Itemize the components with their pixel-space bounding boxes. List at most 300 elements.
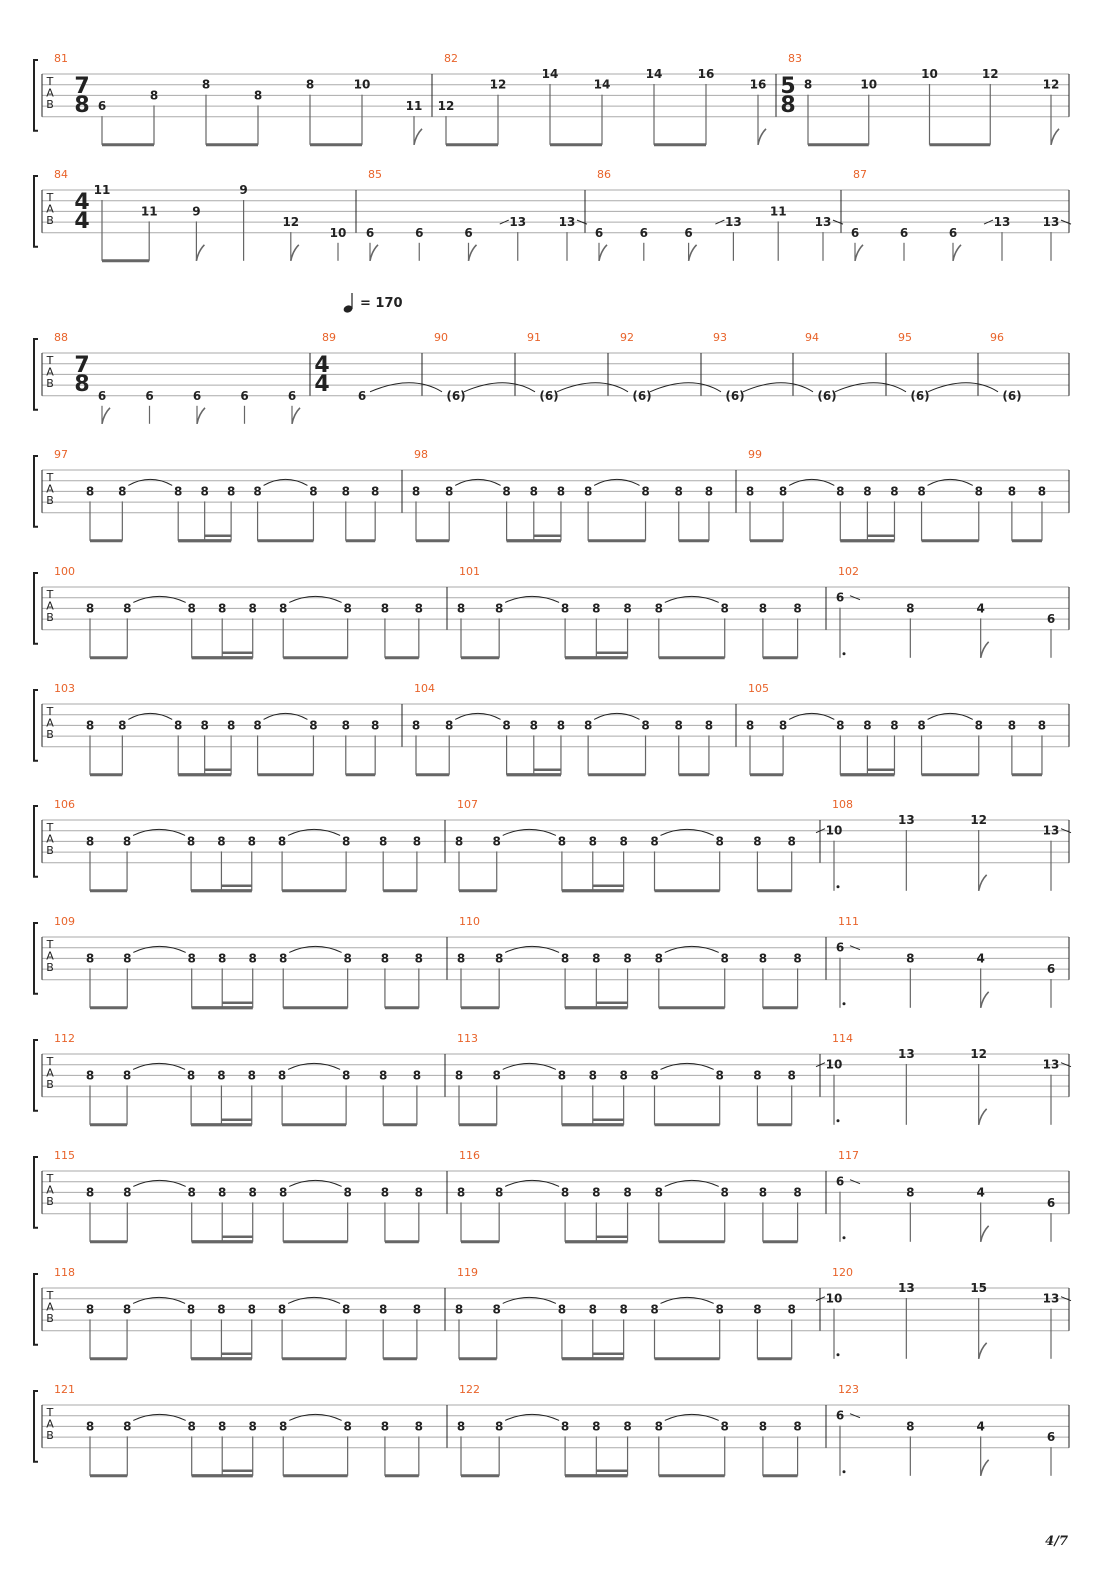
measure-number: 111 — [838, 915, 859, 928]
fret-number: 6 — [835, 1408, 845, 1423]
tempo-marking: = 170 — [360, 296, 403, 311]
fret-number: 8 — [654, 1419, 663, 1434]
fret-number: 8 — [592, 601, 601, 616]
fret-number: 8 — [343, 951, 352, 966]
fret-number: 8 — [279, 951, 288, 966]
fret-number: 8 — [583, 484, 593, 499]
measure-number: 87 — [853, 168, 867, 181]
time-signature-top: 5 — [780, 74, 796, 99]
measure-number: 96 — [990, 331, 1004, 344]
fret-number: 8 — [411, 484, 421, 499]
note-flag — [291, 245, 299, 261]
note-flag — [599, 245, 607, 261]
dot — [843, 652, 846, 655]
fret-number: 8 — [248, 951, 257, 966]
measure-number: 113 — [457, 1032, 478, 1045]
fret-number: 12 — [437, 99, 455, 114]
fret-number: 8 — [379, 1302, 388, 1317]
fret-number: 8 — [787, 1302, 796, 1317]
fret-number: 8 — [557, 1068, 567, 1083]
fret-number: 13 — [993, 215, 1011, 230]
fret-number: 8 — [201, 77, 211, 92]
measure-number: 119 — [457, 1266, 478, 1279]
fret-number: 8 — [253, 484, 262, 499]
fret-number: 13 — [1042, 1057, 1060, 1072]
fret-number: 8 — [654, 601, 663, 616]
fret-number: 8 — [592, 1419, 601, 1434]
fret-number: 10 — [921, 67, 938, 81]
fret-number: 6 — [287, 388, 297, 403]
measure-number: 90 — [434, 331, 448, 344]
fret-number: 8 — [456, 1419, 466, 1434]
time-signature-bottom: 8 — [74, 93, 90, 118]
tie — [370, 383, 442, 392]
system-bracket — [34, 923, 38, 994]
tab-clef-letter: B — [46, 1312, 54, 1325]
fret-number: 8 — [863, 718, 872, 733]
fret-number: 8 — [1037, 718, 1047, 733]
tie — [464, 383, 535, 392]
dot — [837, 1353, 840, 1356]
fret-number: 8 — [674, 484, 683, 499]
fret-number: 8 — [218, 951, 227, 966]
fret-number: 8 — [218, 1185, 227, 1200]
tab-clef-letter: A — [46, 1300, 54, 1314]
time-signature-bottom: 8 — [74, 372, 90, 397]
fret-number: 8 — [277, 1068, 287, 1083]
fret-number: 8 — [650, 834, 659, 849]
fret-number: 8 — [187, 951, 196, 966]
fret-number: 8 — [836, 718, 845, 733]
system-bracket — [34, 1157, 38, 1228]
fret-number: 8 — [793, 951, 802, 966]
fret-number: 8 — [85, 718, 95, 733]
fret-number: 11 — [769, 204, 787, 219]
measure-number: 122 — [459, 1383, 480, 1396]
fret-number: 8 — [556, 718, 566, 733]
fret-number: 8 — [200, 484, 209, 499]
fret-number: 8 — [343, 601, 352, 616]
fret-number: 8 — [492, 834, 501, 849]
fret-number: 8 — [494, 951, 504, 966]
fret-number: 10 — [353, 77, 371, 92]
fret-number: 8 — [753, 834, 762, 849]
fret-number: 8 — [123, 601, 132, 616]
fret-number: 8 — [583, 718, 593, 733]
fret-number: 13 — [1042, 823, 1060, 838]
page-number: 4/7 — [1045, 1534, 1068, 1549]
fret-number: 8 — [456, 951, 466, 966]
time-signature-top: 4 — [74, 190, 90, 215]
fret-number: 8 — [836, 484, 845, 499]
fret-number: 4 — [976, 601, 985, 616]
fret-number: 8 — [226, 718, 236, 733]
fret-number: 8 — [753, 1302, 762, 1317]
time-signature-top: 7 — [74, 353, 90, 378]
fret-number: 11 — [405, 99, 423, 114]
fret-number: 8 — [85, 1302, 95, 1317]
note-flag — [979, 1343, 987, 1359]
fret-number: 8 — [305, 77, 315, 92]
fret-number: 6 — [1046, 1196, 1056, 1211]
fret-number: (6) — [725, 388, 745, 403]
fret-number: 6 — [97, 388, 107, 403]
fret-number: 8 — [412, 1068, 422, 1083]
fret-number: 8 — [890, 484, 899, 499]
measure-number: 110 — [459, 915, 480, 928]
tab-clef-letter: B — [46, 728, 54, 741]
fret-number: 8 — [745, 484, 755, 499]
fret-number: (6) — [539, 388, 559, 403]
tab-clef-letter: B — [46, 98, 54, 111]
fret-number: 8 — [186, 834, 196, 849]
tab-clef-letter: A — [46, 86, 54, 100]
fret-number: 8 — [588, 1068, 597, 1083]
fret-number: 4 — [976, 951, 985, 966]
fret-number: 8 — [247, 1068, 256, 1083]
fret-number: 8 — [122, 834, 132, 849]
dot — [837, 1119, 840, 1122]
fret-number: 8 — [619, 1068, 628, 1083]
fret-number: 8 — [341, 834, 351, 849]
fret-number: (6) — [910, 388, 930, 403]
dot — [843, 1236, 846, 1239]
fret-number: 8 — [174, 484, 183, 499]
fret-number: 8 — [226, 484, 236, 499]
note-flag — [196, 245, 204, 261]
fret-number: 12 — [282, 215, 300, 230]
fret-number: 8 — [309, 718, 318, 733]
fret-number: 8 — [917, 484, 926, 499]
note-flag — [981, 992, 989, 1008]
tab-clef-letter: B — [46, 494, 54, 507]
fret-number: 8 — [674, 718, 683, 733]
fret-number: 6 — [835, 1174, 845, 1189]
fret-number: 8 — [454, 1302, 464, 1317]
tab-clef-letter: T — [46, 938, 54, 951]
fret-number: 8 — [654, 1185, 663, 1200]
measure-number: 97 — [54, 448, 68, 461]
fret-number: (6) — [1002, 388, 1022, 403]
fret-number: 8 — [341, 1302, 351, 1317]
fret-number: 8 — [412, 1302, 422, 1317]
fret-number: 8 — [623, 601, 632, 616]
fret-number: 6 — [192, 388, 202, 403]
fret-number: 8 — [218, 601, 227, 616]
fret-number: 8 — [454, 1068, 464, 1083]
fret-number: 8 — [720, 1419, 729, 1434]
tab-clef-letter: B — [46, 844, 54, 857]
fret-number: 8 — [186, 1302, 196, 1317]
fret-number: 8 — [758, 951, 768, 966]
fret-number: 8 — [556, 484, 566, 499]
fret-number: 13 — [725, 215, 742, 230]
fret-number: 8 — [371, 718, 380, 733]
fret-number: 8 — [529, 484, 538, 499]
system-bracket — [34, 806, 38, 877]
fret-number: 8 — [758, 1419, 768, 1434]
fret-number: 8 — [174, 718, 183, 733]
fret-number: 13 — [1042, 1291, 1060, 1306]
system-bracket — [34, 456, 38, 527]
measure-number: 120 — [832, 1266, 853, 1279]
fret-number: 4 — [976, 1185, 985, 1200]
fret-number: 8 — [592, 1185, 601, 1200]
fret-number: 8 — [253, 718, 262, 733]
fret-number: (6) — [446, 388, 466, 403]
measure-number: 104 — [414, 682, 435, 695]
fret-number: 8 — [414, 601, 424, 616]
system-bracket — [34, 60, 38, 131]
fret-number: 8 — [1037, 484, 1047, 499]
fret-number: 6 — [684, 225, 693, 240]
measure-number: 115 — [54, 1149, 75, 1162]
measure-number: 83 — [788, 52, 802, 65]
fret-number: 8 — [371, 484, 380, 499]
fret-number: 8 — [560, 951, 570, 966]
fret-number: 8 — [341, 484, 350, 499]
fret-number: 6 — [1046, 1430, 1056, 1445]
fret-number: 6 — [899, 225, 909, 240]
fret-number: 6 — [1046, 962, 1056, 977]
fret-number: 8 — [187, 601, 196, 616]
measure-number: 116 — [459, 1149, 480, 1162]
tab-clef-letter: A — [46, 482, 54, 496]
fret-number: 12 — [981, 67, 999, 81]
tab-clef-letter: B — [46, 1429, 54, 1442]
fret-number: 8 — [279, 1185, 288, 1200]
fret-number: 8 — [247, 834, 256, 849]
fret-number: 8 — [758, 601, 768, 616]
fret-number: 10 — [860, 77, 878, 92]
note-flag — [414, 129, 422, 145]
fret-number: 8 — [654, 951, 663, 966]
fret-number: 13 — [897, 1047, 915, 1061]
fret-number: 8 — [494, 1185, 504, 1200]
note-flag — [197, 408, 205, 424]
fret-number: 8 — [456, 1185, 466, 1200]
measure-number: 102 — [838, 565, 859, 578]
tab-clef-letter: A — [46, 832, 54, 846]
fret-number: 8 — [85, 484, 95, 499]
fret-number: 8 — [248, 1185, 257, 1200]
note-flag — [1051, 129, 1059, 145]
tie — [650, 383, 721, 392]
tie — [928, 383, 998, 392]
dot — [843, 1002, 846, 1005]
measure-number: 108 — [832, 798, 853, 811]
measure-number: 94 — [805, 331, 819, 344]
fret-number: 10 — [825, 1057, 843, 1072]
tab-clef-letter: A — [46, 1183, 54, 1197]
measure-number: 93 — [713, 331, 727, 344]
fret-number: 8 — [715, 834, 724, 849]
fret-number: 6 — [365, 225, 375, 240]
fret-number: 6 — [835, 590, 845, 605]
fret-number: 8 — [793, 1185, 802, 1200]
measure-number: 91 — [527, 331, 541, 344]
fret-number: 4 — [976, 1419, 985, 1434]
fret-number: 8 — [85, 1419, 95, 1434]
measure-number: 114 — [832, 1032, 853, 1045]
measure-number: 101 — [459, 565, 480, 578]
fret-number: 8 — [557, 1302, 567, 1317]
fret-number: 8 — [650, 1302, 659, 1317]
measure-number: 88 — [54, 331, 68, 344]
fret-number: 6 — [594, 225, 604, 240]
note-flag — [758, 129, 766, 145]
fret-number: 8 — [85, 834, 95, 849]
fret-number: 8 — [414, 1419, 424, 1434]
fret-number: 6 — [97, 99, 107, 114]
fret-number: 9 — [239, 183, 248, 197]
system-bracket — [34, 1040, 38, 1111]
fret-number: 8 — [247, 1302, 256, 1317]
note-flag — [981, 1226, 989, 1242]
fret-number: 14 — [541, 67, 559, 81]
tab-clef-letter: A — [46, 1066, 54, 1080]
fret-number: 8 — [118, 718, 127, 733]
measure-number: 89 — [322, 331, 336, 344]
measure-number: 99 — [748, 448, 762, 461]
time-signature-top: 4 — [314, 353, 330, 378]
fret-number: 8 — [906, 1185, 915, 1200]
fret-number: 8 — [529, 718, 538, 733]
fret-number: 10 — [825, 1291, 843, 1306]
fret-number: 14 — [645, 67, 663, 81]
tab-clef-letter: B — [46, 377, 54, 390]
note-flag — [979, 1109, 987, 1125]
fret-number: 8 — [456, 601, 466, 616]
fret-number: 8 — [277, 1302, 287, 1317]
fret-number: 8 — [492, 1302, 501, 1317]
note-flag — [689, 245, 697, 261]
fret-number: 10 — [329, 225, 347, 240]
measure-number: 95 — [898, 331, 912, 344]
fret-number: 8 — [778, 484, 788, 499]
fret-number: 8 — [787, 834, 796, 849]
fret-number: 10 — [825, 823, 843, 838]
fret-number: 6 — [850, 225, 860, 240]
fret-number: 13 — [814, 215, 832, 230]
fret-number: 8 — [787, 1068, 796, 1083]
fret-number: 8 — [641, 484, 650, 499]
fret-number: 8 — [411, 718, 421, 733]
fret-number: 16 — [697, 67, 715, 81]
fret-number: 13 — [897, 813, 915, 827]
note-flag — [855, 245, 863, 261]
measure-number: 118 — [54, 1266, 75, 1279]
fret-number: 8 — [454, 834, 464, 849]
measure-number: 92 — [620, 331, 634, 344]
fret-number: 8 — [149, 88, 159, 103]
time-signature-top: 7 — [74, 74, 90, 99]
fret-number: 8 — [778, 718, 788, 733]
fret-number: 8 — [248, 601, 257, 616]
fret-number: 8 — [200, 718, 209, 733]
fret-number: 11 — [140, 204, 158, 219]
fret-number: 8 — [619, 1302, 628, 1317]
fret-number: 8 — [217, 1302, 226, 1317]
fret-number: 8 — [380, 951, 390, 966]
fret-number: 8 — [906, 1419, 915, 1434]
measure-number: 82 — [444, 52, 458, 65]
fret-number: 8 — [502, 484, 511, 499]
fret-number: 6 — [240, 388, 249, 403]
fret-number: 8 — [650, 1068, 659, 1083]
tie — [835, 383, 906, 392]
fret-number: 8 — [494, 1419, 504, 1434]
measure-number: 123 — [838, 1383, 859, 1396]
fret-number: 8 — [309, 484, 318, 499]
fret-number: 8 — [445, 484, 454, 499]
fret-number: 8 — [414, 951, 424, 966]
system-bracket — [34, 690, 38, 761]
fret-number: 8 — [380, 1185, 390, 1200]
fret-number: 12 — [1042, 77, 1060, 92]
fret-number: 8 — [793, 1419, 802, 1434]
fret-number: 8 — [253, 88, 263, 103]
measure-number: 98 — [414, 448, 428, 461]
tab-clef-letter: A — [46, 949, 54, 963]
fret-number: 8 — [187, 1185, 196, 1200]
fret-number: 8 — [85, 601, 95, 616]
system-bracket — [34, 573, 38, 644]
fret-number: 13 — [509, 215, 527, 230]
fret-number: 8 — [758, 1185, 768, 1200]
fret-number: 8 — [704, 718, 714, 733]
fret-number: 8 — [753, 1068, 762, 1083]
fret-number: (6) — [817, 388, 837, 403]
system-bracket — [34, 1274, 38, 1345]
measure-number: 85 — [368, 168, 382, 181]
system-bracket — [34, 339, 38, 410]
fret-number: 8 — [704, 484, 714, 499]
fret-number: 8 — [592, 951, 601, 966]
tab-clef-letter: A — [46, 202, 54, 216]
fret-number: 6 — [1046, 612, 1056, 627]
note-flag — [979, 875, 987, 891]
fret-number: 8 — [123, 951, 132, 966]
fret-number: 12 — [970, 1047, 988, 1061]
fret-number: 8 — [414, 1185, 424, 1200]
fret-number: 8 — [379, 1068, 388, 1083]
measure-number: 100 — [54, 565, 75, 578]
fret-number: 8 — [720, 601, 729, 616]
measure-number: 86 — [597, 168, 611, 181]
tab-clef-letter: T — [46, 354, 54, 367]
time-signature-bottom: 4 — [74, 209, 90, 234]
measure-number: 107 — [457, 798, 478, 811]
system-bracket — [34, 176, 38, 247]
tab-clef-letter: B — [46, 961, 54, 974]
tab-clef-letter: A — [46, 1417, 54, 1431]
fret-number: 8 — [343, 1185, 352, 1200]
fret-number: (6) — [632, 388, 652, 403]
fret-number: 6 — [835, 940, 845, 955]
fret-number: 8 — [85, 951, 95, 966]
fret-number: 8 — [218, 1419, 227, 1434]
fret-number: 13 — [558, 215, 576, 230]
fret-number: 8 — [277, 834, 287, 849]
fret-number: 8 — [445, 718, 454, 733]
fret-number: 8 — [641, 718, 650, 733]
fret-number: 8 — [557, 834, 567, 849]
tab-clef-letter: T — [46, 75, 54, 88]
fret-number: 12 — [489, 77, 507, 92]
fret-number: 6 — [639, 225, 648, 240]
fret-number: 8 — [502, 718, 511, 733]
